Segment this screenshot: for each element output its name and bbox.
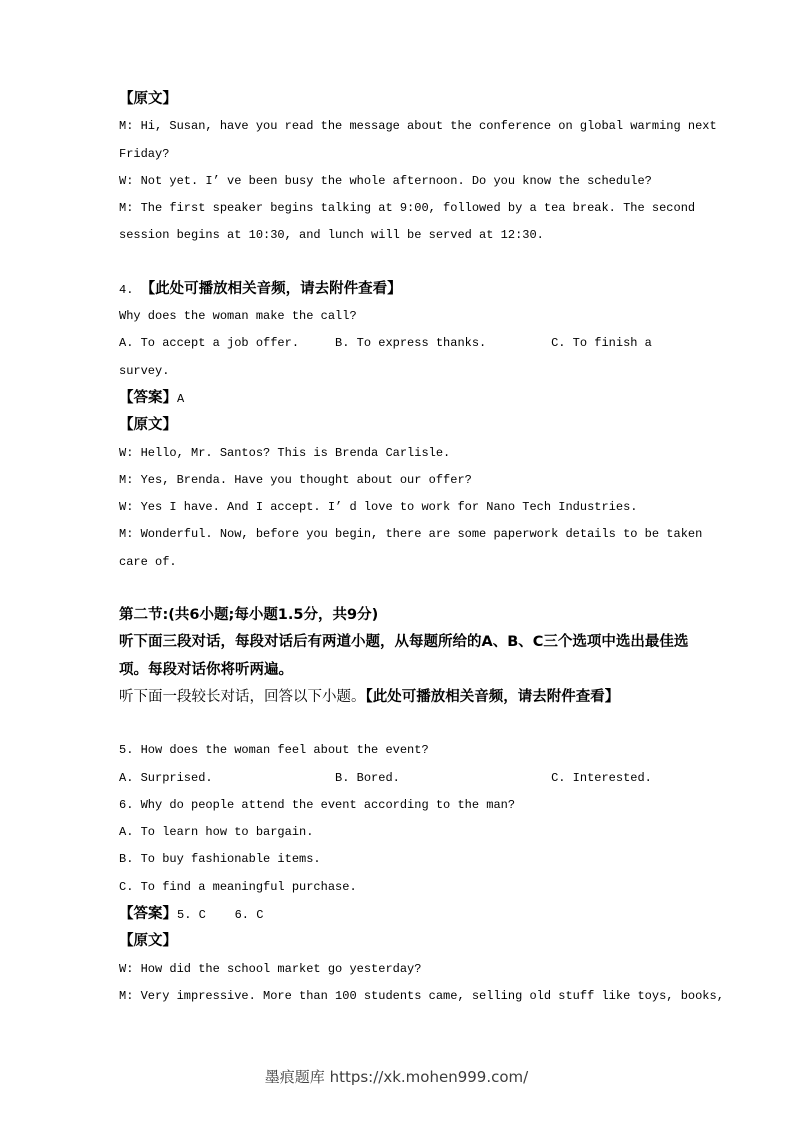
option-line [119,874,759,901]
text-span: B. To buy fashionable items. [119,852,321,867]
answer-label: 【答案】 [119,389,177,406]
audio-note: 【此处可播放相关音频，请去附件查看】 [365,688,620,705]
instruction-line [119,657,759,684]
footer-site-url: 墨痕题库 https://xk.mohen999.com/ [264,1068,529,1086]
answer-label: 【答案】 [119,906,177,923]
section-header: 第二节:(共6小题;每小题1.5分，共9分) [119,607,379,624]
text-span: M: Hi, Susan, have you read the message about the conference on global warming next [119,119,717,134]
text-span: survey. [119,363,170,378]
options-row-wrap [119,358,759,385]
document-content [119,86,759,1010]
text-span: Friday? [119,146,170,161]
text-span: W: How did the school market go yesterday? [119,961,422,976]
text-span: 5. How does the woman feel about the event? [119,743,429,758]
answer-value: A [177,391,185,406]
original-text-label: 【原文】 [119,91,177,107]
text-span: A. To learn how to bargain. [119,825,314,840]
instruction-line [119,629,759,656]
question-number: 4. [119,282,141,297]
dialogue-line [119,440,759,467]
text-span: 项。每段对话你将听两遍。 [119,661,293,678]
audio-note: 【此处可播放相关音频，请去附件查看】 [140,280,402,297]
section-header-line [119,602,759,629]
option-line [119,819,759,846]
text-span: M: Very impressive. More than 100 students came, selling old stuff like toys, books, [119,988,724,1003]
question-stem [119,737,759,764]
dialogue-line [119,222,759,249]
text-span: W: Yes I have. And I accept. I’ d love to work for Nano Tech Industries. [119,500,638,515]
dialogue-line [119,983,759,1010]
dialogue-line [119,494,759,521]
text-span: A. To accept a job offer. B. To express thanks. C. To finish a [119,336,652,351]
text-span: 听下面一段较长对话，回答以下小题。 [119,688,366,705]
text-span: 听下面三段对话，每段对话后有两道小题，从每题所给的A、B、C三个选项中选出最佳选 [119,634,689,651]
answer-line [119,385,759,412]
original-text-label: 【原文】 [119,417,177,434]
question-stem [119,792,759,819]
dialogue-line [119,549,759,576]
dialogue-line [119,467,759,494]
text-span: Why does the woman make the call? [119,309,357,324]
original-text-label-line [119,412,759,439]
answer-line [119,901,759,928]
dialogue-line [119,195,759,222]
option-line [119,846,759,873]
text-span: A. Surprised. B. Bored. C. Interested. [119,770,652,785]
dialogue-line [119,141,759,168]
dialogue-line [119,956,759,983]
text-span: session begins at 10:30, and lunch will be served at 12:30. [119,228,544,243]
text-span: care of. [119,554,177,569]
original-text-label-line [119,928,759,955]
answer-value: 5. C 6. C [177,908,264,923]
original-text-label: 【原文】 [119,933,177,950]
text-span: W: Not yet. I’ ve been busy the whole afternoon. Do you know the schedule? [119,173,652,188]
question-number-audio-line [119,276,759,303]
dialogue-line [119,168,759,195]
options-row [119,765,759,792]
page-footer [0,1066,793,1087]
text-span: 6. Why do people attend the event according to the man? [119,797,516,812]
dialogue-line [119,521,759,548]
dialogue-line [119,113,759,140]
instruction-audio-line [119,684,759,711]
text-span: M: Yes, Brenda. Have you thought about our offer? [119,472,472,487]
options-row [119,330,759,357]
text-span: M: The first speaker begins talking at 9:00, followed by a tea break. The second [119,201,696,216]
original-text-label-line [119,86,759,113]
text-span: W: Hello, Mr. Santos? This is Brenda Carlisle. [119,445,451,460]
question-stem [119,303,759,330]
text-span: C. To find a meaningful purchase. [119,879,357,894]
text-span: M: Wonderful. Now, before you begin, there are some paperwork details to be taken [119,527,703,542]
